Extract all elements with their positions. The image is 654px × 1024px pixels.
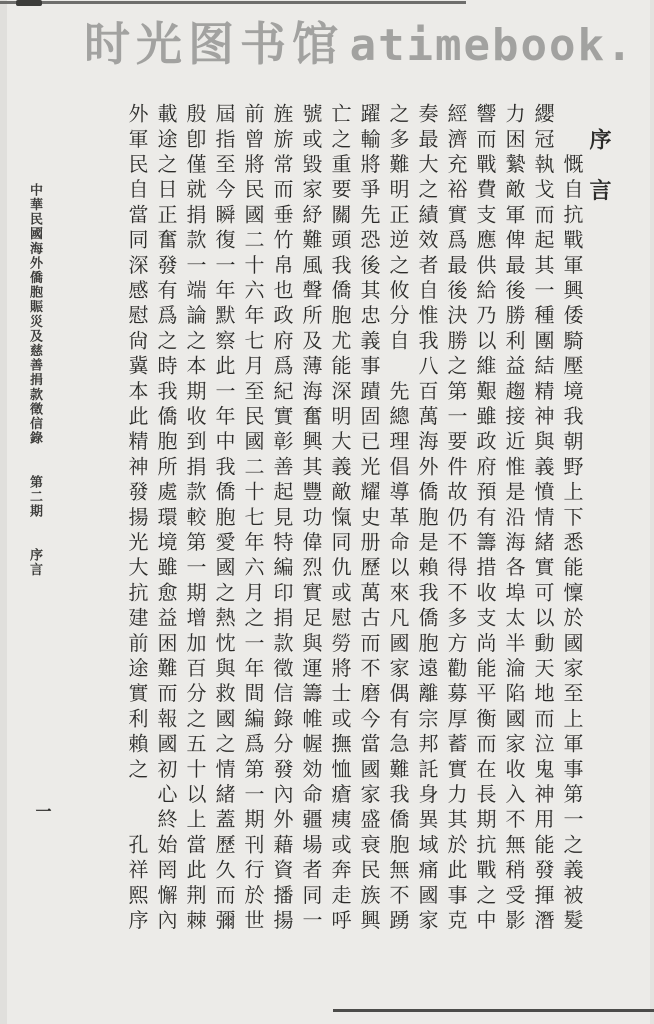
watermark-latin: atimebook.	[349, 20, 635, 71]
spine-caption: 中華民國海外僑胞賑災及慈善捐款徵信錄 第二期 序言	[28, 183, 43, 578]
text-column: 纓冠執戈而起其一種團結精神與義憤情緒實可以動天地而泣鬼神用能發揮潛	[531, 103, 553, 935]
text-column: 力困縶敵軍俾最後勝利益趨接近惟是沿海各埠太半淪陷國家收入不無稍受影	[502, 103, 524, 935]
page-number: 一	[33, 803, 50, 819]
text-column: 前曾將民國二十六年七月至民國二十七年六月之一年間編爲第一期刊行於世	[241, 103, 263, 935]
watermark	[84, 8, 654, 74]
text-column: 殷卽僅就捐款一端論之本期收到捐款較第一期增加百分之五十以上當此荆棘	[183, 103, 205, 935]
watermark-chinese: 时光图书馆	[84, 17, 344, 71]
text-column: 響而戰費支應供給乃以維艱雖政府預有籌措收支尚能平衡而在長期抗戰之中	[473, 103, 495, 935]
text-column: 奏最大之績效者自惟我八百萬海外僑胞是賴我僑胞遠離宗邦託身異域痛國家	[415, 103, 437, 935]
text-column: 旌旂常而垂竹帛也政府爲紀實彰善起見特編印捐款徵信錄分發內外藉資播揚	[270, 103, 292, 935]
text-column: 之多難明正逆之攸分自 先總理倡導革命以來凡國家偶有急難我僑胞無不踴	[386, 103, 408, 935]
scan-artifact-top-line	[0, 1, 466, 4]
scan-artifact-top-blob	[16, 0, 42, 6]
page-title: 序 言	[587, 103, 612, 204]
scan-edge-right	[650, 0, 654, 1024]
text-column: 載途之日正奮發有爲之時我僑胞所處環境雖愈益困難而報國初心終始罔懈內	[154, 103, 176, 935]
text-column: 慨自抗戰軍興倭騎壓境我朝野上下悉能懍於國家至上軍事第一之義被髮	[560, 103, 582, 935]
preface-text-block	[121, 103, 614, 963]
text-column: 屆指至今瞬復一年默察此一年中我僑胞愛國之熱忱與救國之情緒蓋歷久而彌	[212, 103, 234, 935]
text-column: 號或毀家紓難風聲所及薄海奮興其豐功偉烈實足與運籌帷幄効命疆場者同一	[299, 103, 321, 935]
text-column: 躍輸將爭先恐後其忠義事蹟固已光耀史册歷萬古而不磨今當國家盛衰民族興	[357, 103, 379, 935]
text-column: 外軍民自當同深感慰尙冀本此精神發揚光大抗建前途實利賴之 孔祥熙序	[125, 103, 147, 935]
text-column: 經濟充裕實爲最後決勝之第一要件故仍不得不多方勸募厚蓄實力其於此事克	[444, 103, 466, 935]
text-column: 亡之重要關頭我僑胞尤能深明大義敵愾同仇或慰勞將士或撫恤瘡痍或奔走呼	[328, 103, 350, 935]
scan-artifact-bottom-line	[333, 1009, 654, 1012]
scan-edge-left	[0, 0, 7, 1024]
